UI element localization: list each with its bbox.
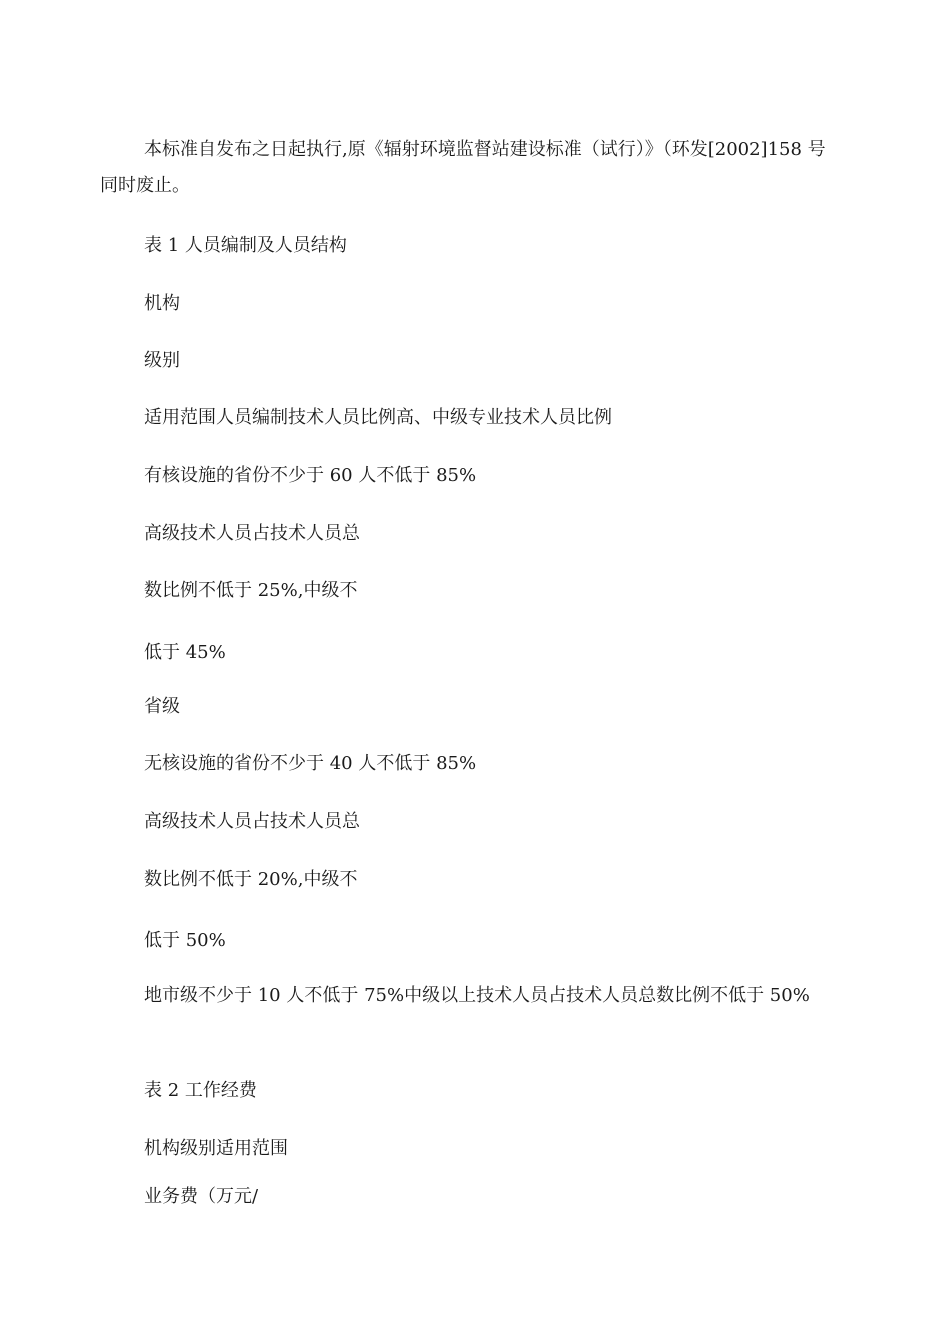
table1-row-nuclear-senior-3: 低于 45%: [144, 642, 226, 663]
table1-cell-level: 级别: [144, 350, 180, 371]
table1-row-nonnuclear-senior-3: 低于 50%: [144, 930, 226, 951]
table1-row-nonnuclear-province: 无核设施的省份不少于 40 人不低于 85%: [144, 753, 477, 774]
table1-row-nonnuclear-senior-1: 高级技术人员占技术人员总: [144, 811, 360, 832]
table1-row-nuclear-senior-1: 高级技术人员占技术人员总: [144, 523, 360, 544]
table2-header-institution-scope: 机构级别适用范围: [144, 1138, 288, 1159]
table1-cell-institution: 机构: [144, 293, 180, 314]
table1-cell-provincial: 省级: [144, 696, 180, 717]
paragraph-standard-effective: 本标准自发布之日起执行,原《辐射环境监督站建设标准（试行）》（环发[2002]158 号同时废止。: [100, 139, 826, 196]
table1-title: 表 1 人员编制及人员结构: [144, 235, 347, 256]
table2-title: 表 2 工作经费: [144, 1080, 257, 1101]
table1-row-municipal: 地市级不少于 10 人不低于 75%中级以上技术人员占技术人员总数比例不低于 50%: [144, 985, 810, 1006]
table1-header-row: 适用范围人员编制技术人员比例高、中级专业技术人员比例: [144, 407, 612, 428]
table1-row-nuclear-senior-2: 数比例不低于 25%,中级不: [144, 580, 358, 601]
table1-row-nonnuclear-senior-2: 数比例不低于 20%,中级不: [144, 869, 358, 890]
table1-row-nuclear-province: 有核设施的省份不少于 60 人不低于 85%: [144, 465, 477, 486]
table2-header-business-fee: 业务费（万元/: [144, 1186, 259, 1207]
